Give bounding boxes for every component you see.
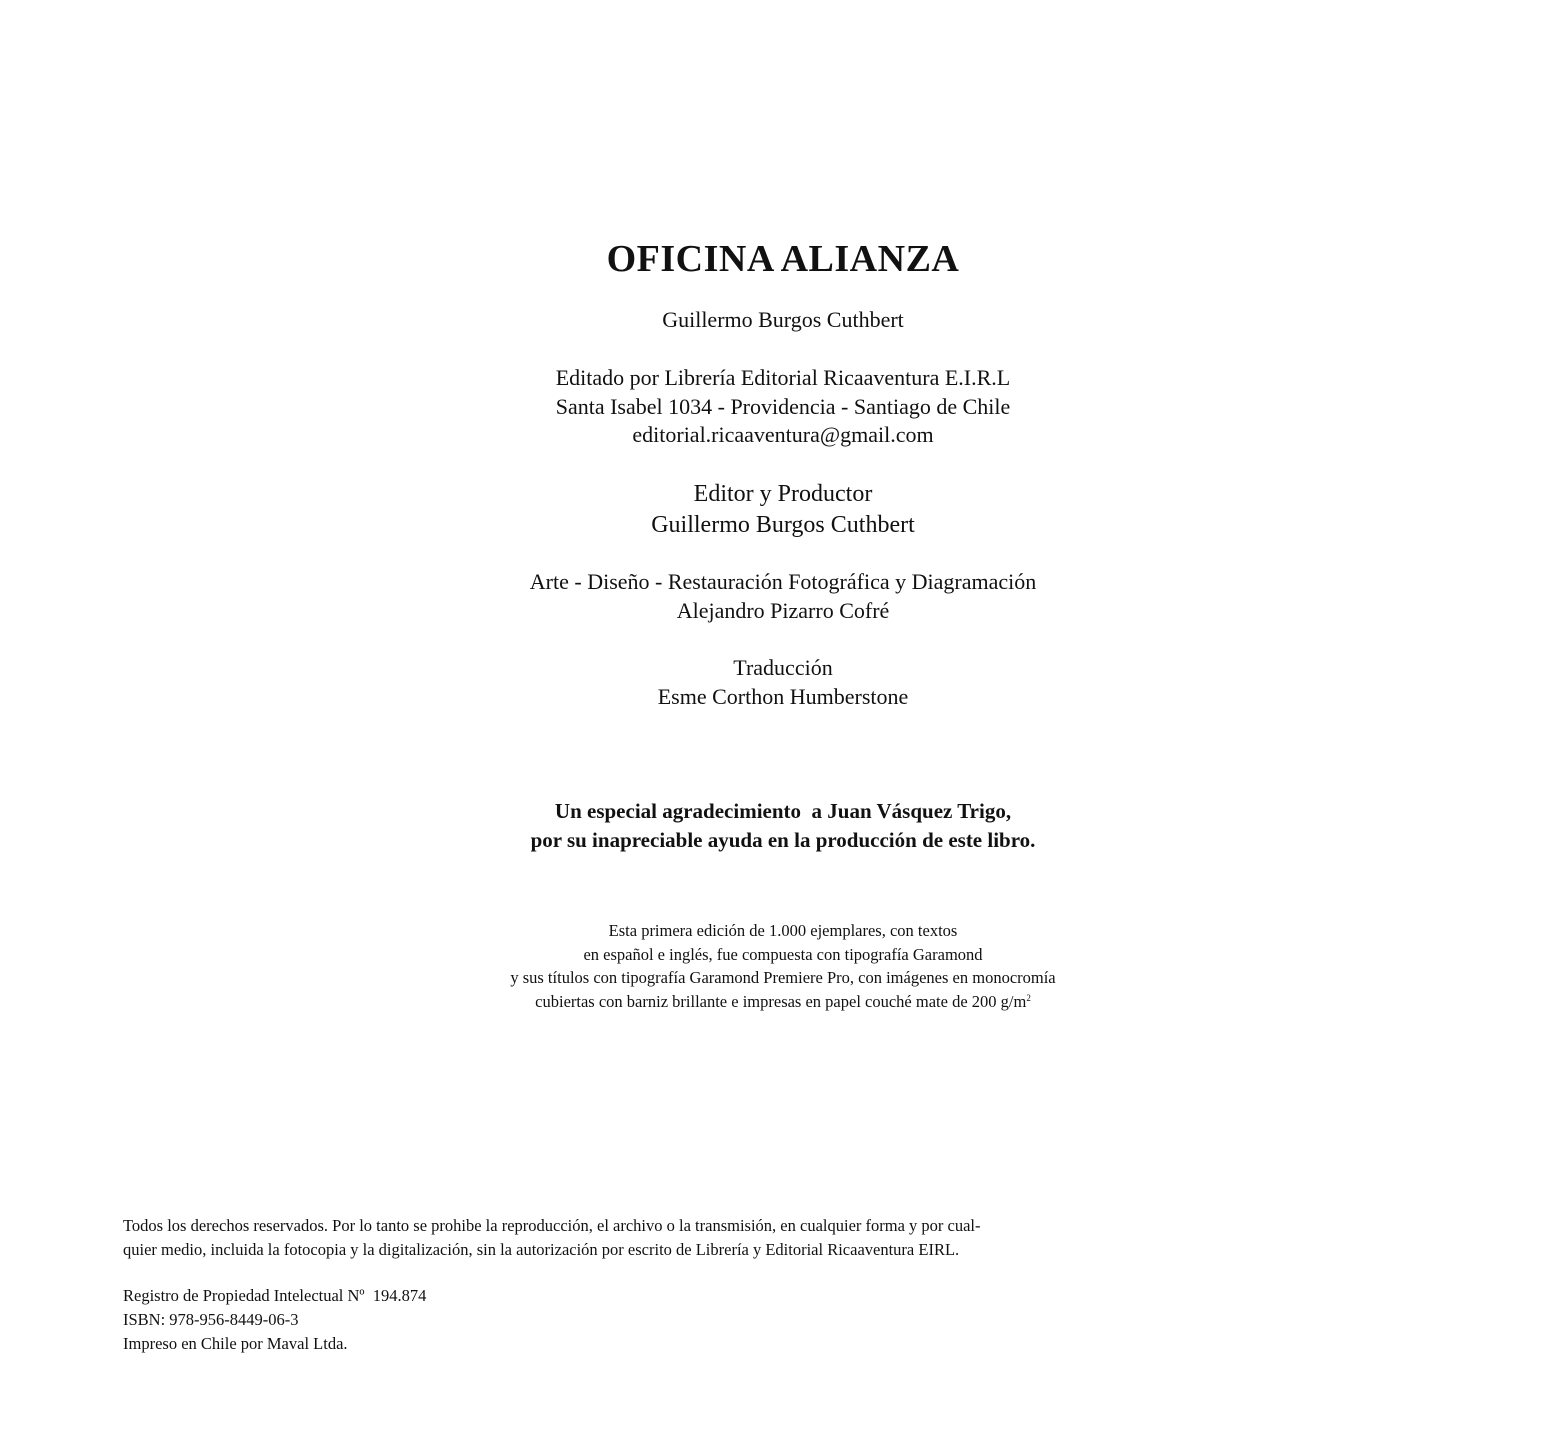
art-credit <box>0 568 1566 625</box>
squared-superscript: 2 <box>1026 992 1031 1003</box>
editor-name: Guillermo Burgos Cuthbert <box>651 512 915 538</box>
colophon-line-1: Esta primera edición de 1.000 ejemplares, con textos <box>608 921 958 940</box>
legal-info <box>123 1284 426 1356</box>
colophon-line-2: en español e inglés, fue compuesta con tipografía Garamond <box>583 944 983 964</box>
copyright-line-1: Todos los derechos reservados. Por lo tanto se prohibe la reproducción, el archivo o la transmisión, en cualquier forma y por cual- <box>123 1216 981 1235</box>
author-name: Guillermo Burgos Cuthbert <box>662 307 904 332</box>
printer-info: Impreso en Chile por Maval Ltda. <box>123 1334 348 1353</box>
art-name: Alejandro Pizarro Cofré <box>676 597 890 623</box>
editor-credit <box>0 479 1566 541</box>
translation-credit <box>0 654 1566 711</box>
colophon-line-3: y sus títulos con tipografía Garamond Premiere Pro, con imágenes en monocromía <box>510 968 1056 987</box>
colophon <box>0 919 1566 1013</box>
isbn: ISBN: 978-956-8449-06-3 <box>123 1310 299 1329</box>
publisher-name: Editado por Librería Editorial Ricaaventura E.I.R.L <box>555 365 1011 390</box>
publisher-block <box>0 364 1566 450</box>
translation-name: Esme Corthon Humberstone <box>657 683 909 709</box>
publisher-email: editorial.ricaaventura@gmail.com <box>632 422 934 447</box>
art-role: Arte - Diseño - Restauración Fotográfica y Diagramación <box>529 569 1037 594</box>
translation-role: Traducción <box>733 655 833 680</box>
acknowledgement-line-2: por su inapreciable ayuda en la producción de este libro. <box>530 828 1036 852</box>
editor-role: Editor y Productor <box>693 481 873 507</box>
acknowledgement <box>0 797 1566 855</box>
acknowledgement-line-1: Un especial agradecimiento a Juan Vásquez Trigo, <box>554 799 1012 823</box>
copyright-notice <box>123 1214 1073 1262</box>
publisher-address: Santa Isabel 1034 - Providencia - Santiago de Chile <box>555 393 1011 419</box>
book-title: OFICINA ALIANZA <box>606 238 960 280</box>
colophon-line-4-text: cubiertas con barniz brillante e impresas en papel couché mate de 200 g/m <box>535 991 1027 1011</box>
registry-number: Registro de Propiedad Intelectual Nº 194.874 <box>123 1286 427 1305</box>
colophon-line-4 <box>0 990 1566 1014</box>
copyright-line-2: quier medio, incluida la fotocopia y la digitalización, sin la autorización por escrito de Librería y Editorial Ricaaventura EIRL. <box>123 1240 960 1259</box>
